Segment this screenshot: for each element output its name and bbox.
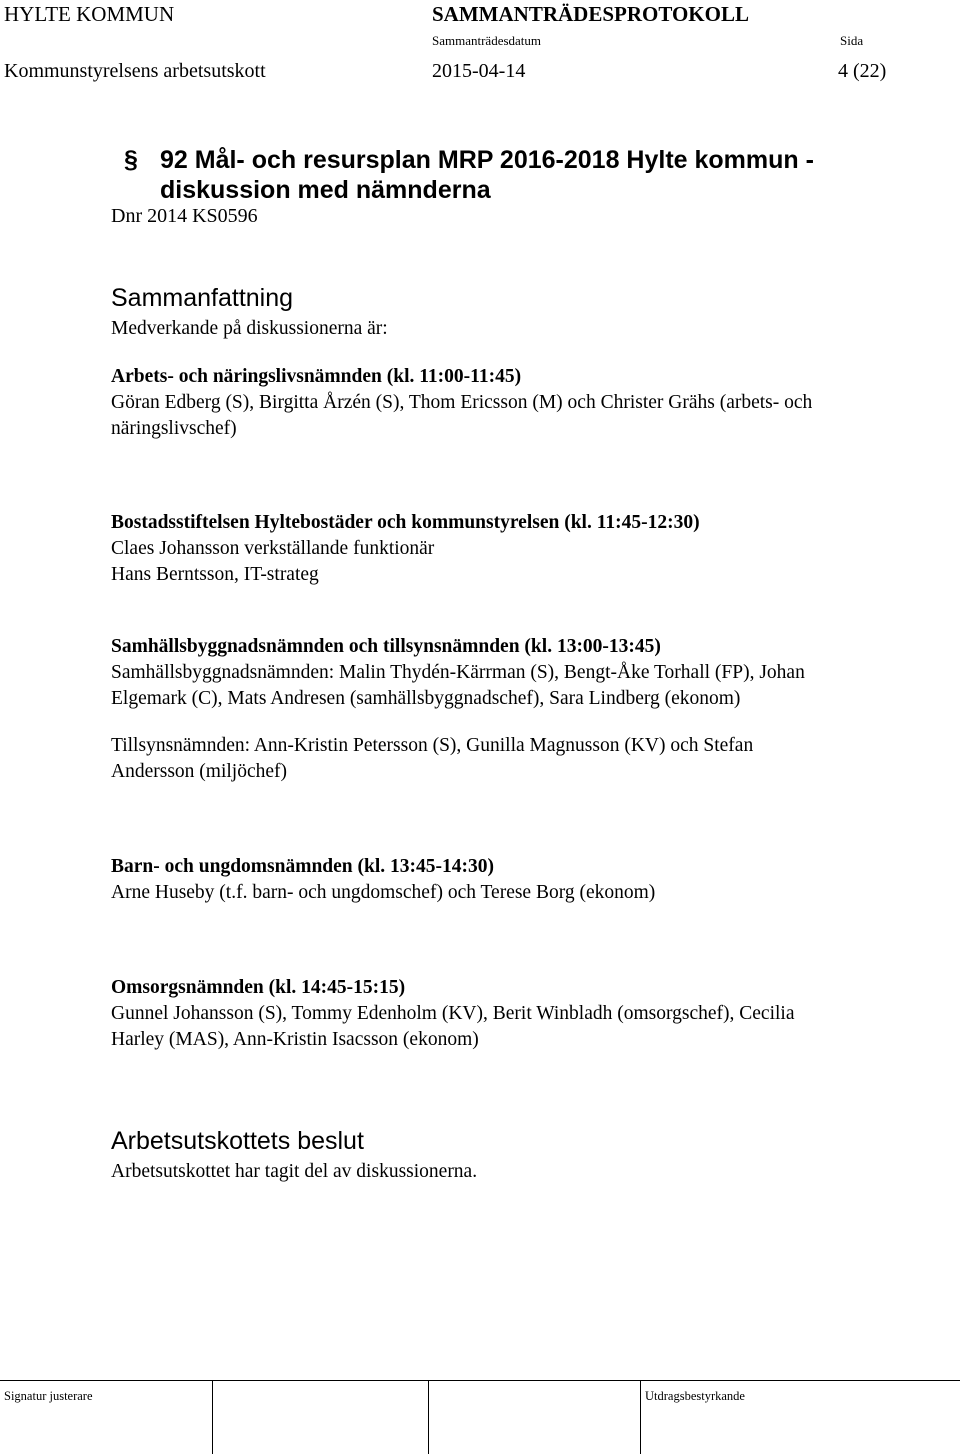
- meeting-date-label: Sammanträdesdatum: [432, 33, 542, 48]
- document-type: SAMMANTRÄDESPROTOKOLL: [432, 2, 749, 26]
- group-line: Claes Johansson verkställande funktionär: [111, 538, 435, 559]
- item-title-line1: 92 Mål- och resursplan MRP 2016-2018 Hylte kommun -: [160, 146, 814, 174]
- signature-label: Signatur justerare: [4, 1389, 93, 1403]
- summary-intro: Medverkande på diskussionerna är:: [111, 318, 388, 339]
- group-line: näringslivschef): [111, 418, 237, 439]
- group-title: Samhällsbyggnadsnämnden och tillsynsnämnden (kl. 13:00-13:45): [111, 636, 661, 657]
- group-line: Arne Huseby (t.f. barn- och ungdomschef) och Terese Borg (ekonom): [111, 882, 656, 903]
- group-line: Andersson (miljöchef): [111, 761, 287, 782]
- group-title: Barn- och ungdomsnämnden (kl. 13:45-14:30): [111, 856, 495, 877]
- org-name: HYLTE KOMMUN: [4, 2, 175, 26]
- item-title-line2: diskussion med nämnderna: [160, 176, 491, 204]
- summary-heading: Sammanfattning: [111, 284, 294, 312]
- meeting-date: 2015-04-14: [432, 60, 526, 82]
- group-title: Arbets- och näringslivsnämnden (kl. 11:00-11:45): [111, 366, 522, 387]
- group-line: Elgemark (C), Mats Andresen (samhällsbyggnadschef), Sara Lindberg (ekonom): [111, 688, 741, 709]
- group-line: Göran Edberg (S), Birgitta Årzén (S), Thom Ericsson (M) och Christer Grähs (arbets- och: [111, 392, 813, 413]
- group-line: Samhällsbyggnadsnämnden: Malin Thydén-Kärrman (S), Bengt-Åke Torhall (FP), Johan: [111, 662, 805, 683]
- group-line: Hans Berntsson, IT-strateg: [111, 564, 319, 585]
- group-line: Gunnel Johansson (S), Tommy Edenholm (KV), Berit Winbladh (omsorgschef), Cecilia: [111, 1003, 795, 1024]
- group-title: Bostadsstiftelsen Hyltebostäder och kommunstyrelsen (kl. 11:45-12:30): [111, 512, 700, 533]
- registration-number: Dnr 2014 KS0596: [111, 205, 258, 227]
- group-line: Harley (MAS), Ann-Kristin Isacsson (ekonom): [111, 1029, 479, 1050]
- page-number: 4 (22): [838, 60, 887, 82]
- group-line: Tillsynsnämnden: Ann-Kristin Petersson (S), Gunilla Magnusson (KV) och Stefan: [111, 735, 754, 756]
- group-title: Omsorgsnämnden (kl. 14:45-15:15): [111, 977, 406, 998]
- extract-certification-label: Utdragsbestyrkande: [645, 1389, 745, 1403]
- section-symbol: §: [124, 146, 138, 174]
- page-label: Sida: [840, 33, 864, 48]
- extract-certification-box: [640, 1380, 960, 1454]
- signature-box-3: [428, 1380, 640, 1454]
- decision-heading: Arbetsutskottets beslut: [111, 1127, 364, 1155]
- signature-box-1: [0, 1380, 212, 1454]
- committee-name: Kommunstyrelsens arbetsutskott: [4, 60, 266, 82]
- decision-text: Arbetsutskottet har tagit del av diskussionerna.: [111, 1161, 478, 1182]
- signature-box-2: [212, 1380, 428, 1454]
